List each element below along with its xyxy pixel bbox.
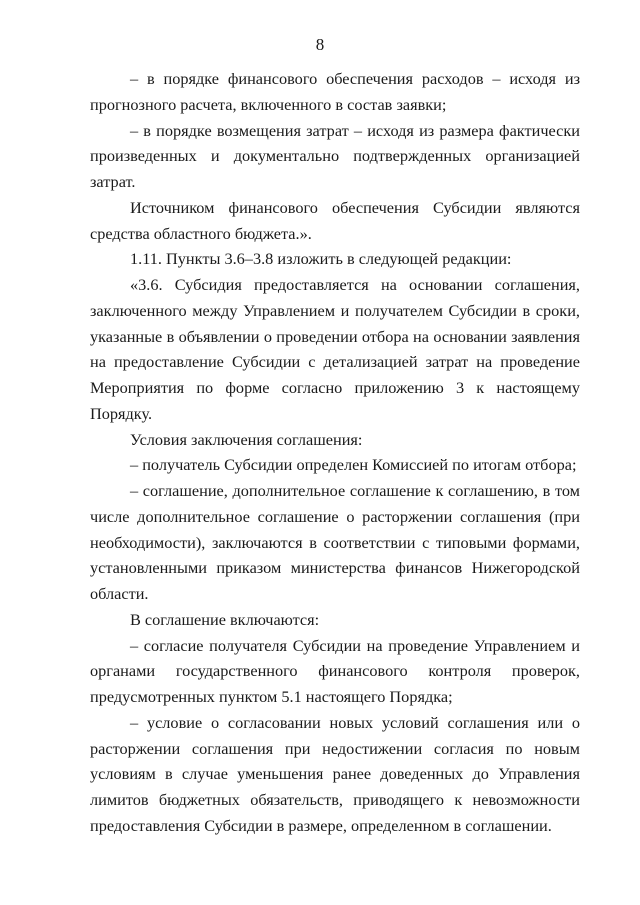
page-number: 8: [315, 35, 325, 54]
paragraph-agreement-includes-heading: В соглашение включаются:: [130, 609, 320, 629]
paragraph-agreement-forms: – соглашение, дополнительное соглашение к соглашению, в том числе дополнительное соглашение о расторжении соглашения (при необходимости), заключаются в соответствии с типовыми формами, установленными приказом министерства финансов Нижегородской области.: [90, 481, 580, 603]
paragraph-clause-3-6: «3.6. Субсидия предоставляется на основании соглашения, заключенного между Управлением и получателем Субсидии в сроки, указанные в объявлении о проведении отбора на основании заявления на предоставление Субсидии с детализацией затрат на проведение Мероприятия по форме согласно приложению 3 к настоящему Порядку.: [90, 275, 580, 423]
paragraph-new-conditions: – условие о согласовании новых условий соглашения или о расторжении соглашения при недостижении согласия по новым условиям в случае уменьшения ранее доведенных до Управления лимитов бюджетных обязательств, приводящего к невозможности предоставления Субсидии в размере, определенном в соглашении.: [90, 712, 580, 835]
paragraph-cost-reimbursement: – в порядке возмещения затрат – исходя из размера фактически произведенных и документально подтвержденных организацией затрат.: [90, 120, 580, 191]
paragraph-amendment-1-11: 1.11. Пункты 3.6–3.8 изложить в следующей редакции:: [130, 249, 512, 269]
document-body: [90, 66, 580, 839]
paragraph-funding-source: Источником финансового обеспечения Субсидии являются средства областного бюджета.».: [90, 197, 580, 243]
paragraph-consent-inspections: – согласие получателя Субсидии на проведение Управлением и органами государственного финансового контроля проверок, предусмотренных пунктом 5.1 настоящего Порядка;: [90, 635, 580, 706]
paragraph-financing-expenses: – в порядке финансового обеспечения расходов – исходя из прогнозного расчета, включенного в состав заявки;: [90, 69, 580, 114]
paragraph-recipient-determined: – получатель Субсидии определен Комиссией по итогам отбора;: [130, 455, 577, 475]
paragraph-agreement-conditions-heading: Условия заключения соглашения:: [130, 429, 363, 449]
